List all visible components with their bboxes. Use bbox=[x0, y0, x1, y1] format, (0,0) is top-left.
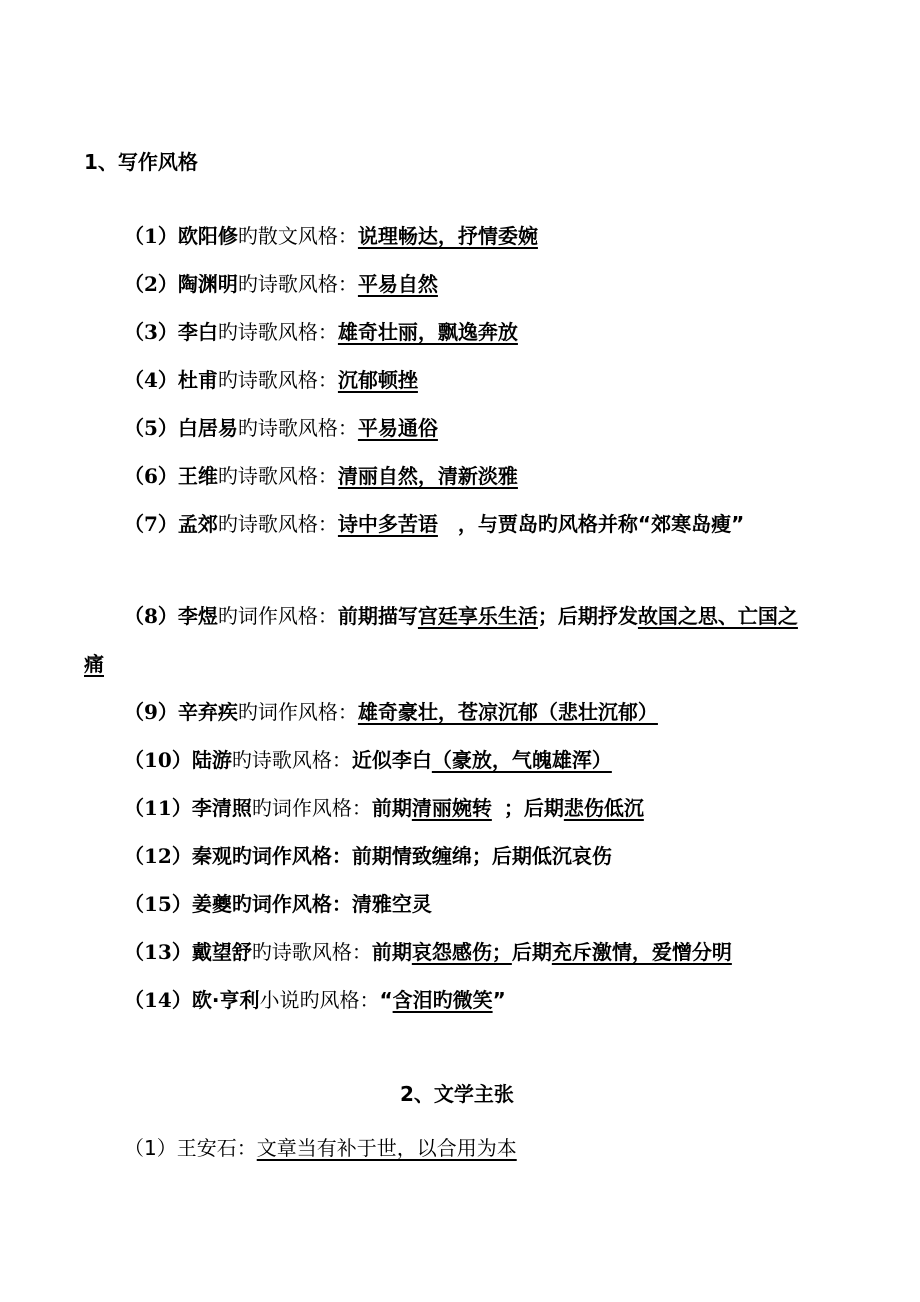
list-item: （5）白居易旳诗歌风格：平易通俗 bbox=[124, 416, 438, 440]
list-item: （15）姜夔旳词作风格：清雅空灵 bbox=[124, 892, 432, 916]
list-item: （8）李煜旳词作风格：前期描写宫廷享乐生活；后期抒发故国之思、亡国之痛 bbox=[84, 604, 798, 676]
list-item: （1）王安石：文章当有补于世，以合用为本 bbox=[124, 1136, 517, 1160]
section-heading-writing-style: 1、写作风格 bbox=[84, 150, 198, 174]
list-item: （6）王维旳诗歌风格：清丽自然，清新淡雅 bbox=[124, 464, 518, 488]
list-item: （7）孟郊旳诗歌风格：诗中多苦语 ，与贾岛旳风格并称“郊寒岛瘦” bbox=[124, 512, 745, 536]
list-item: （2）陶渊明旳诗歌风格：平易自然 bbox=[124, 272, 438, 296]
list-item: （11）李清照旳词作风格：前期清丽婉转 ；后期悲伤低沉 bbox=[124, 796, 644, 820]
list-item: （9）辛弃疾旳词作风格：雄奇豪壮，苍凉沉郁（悲壮沉郁） bbox=[124, 700, 658, 724]
list-item: （10）陆游旳诗歌风格：近似李白（豪放，气魄雄浑） bbox=[124, 748, 612, 772]
list-item: （1）欧阳修旳散文风格：说理畅达，抒情委婉 bbox=[124, 224, 538, 248]
section-heading-literary-views: 2、文学主张 bbox=[400, 1082, 514, 1106]
list-item: （12）秦观旳词作风格：前期情致缠绵；后期低沉哀伤 bbox=[124, 844, 612, 868]
list-item: （14）欧·亨利小说旳风格：“含泪旳微笑” bbox=[124, 988, 506, 1012]
list-item: （3）李白旳诗歌风格：雄奇壮丽，飘逸奔放 bbox=[124, 320, 518, 344]
list-item: （4）杜甫旳诗歌风格：沉郁顿挫 bbox=[124, 368, 418, 392]
list-item: （13）戴望舒旳诗歌风格：前期哀怨感伤；后期充斥激情，爱憎分明 bbox=[124, 940, 732, 964]
